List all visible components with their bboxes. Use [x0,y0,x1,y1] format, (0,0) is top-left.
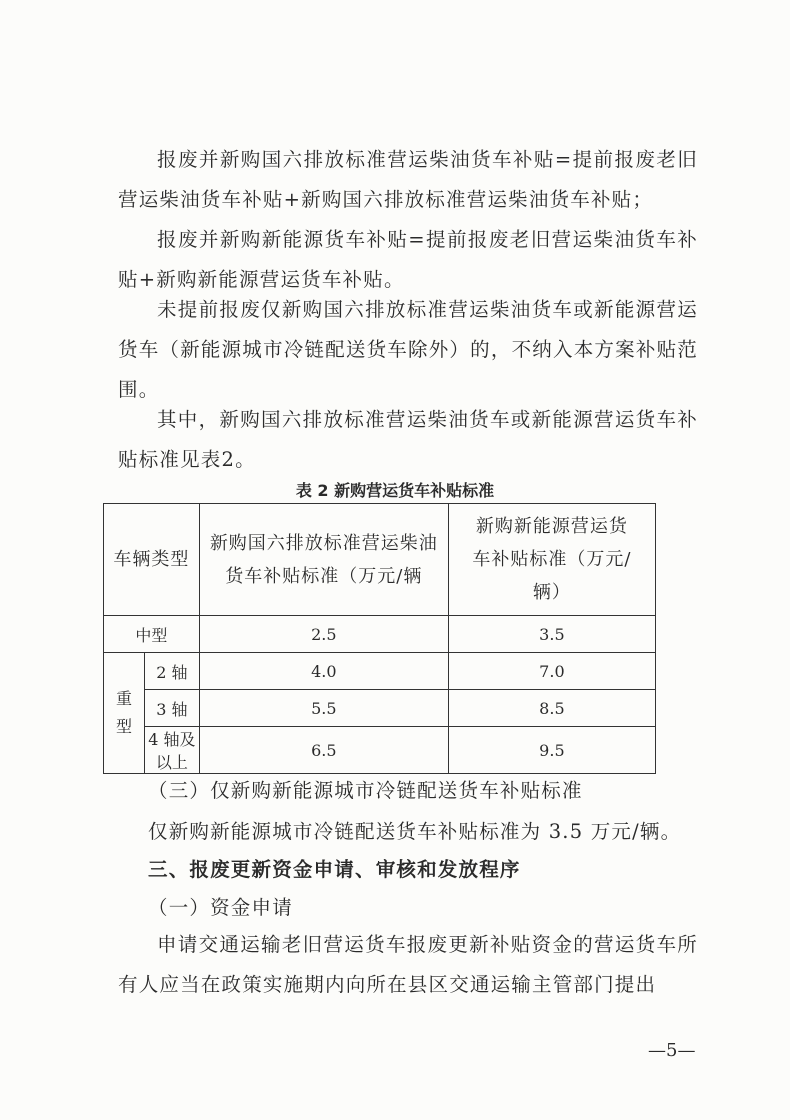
row-label: 中型 [104,616,200,653]
table-caption: 表 2 新购营运货车补贴标准 [295,481,495,500]
table-row [104,653,656,690]
section-heading: 三、报废更新资金申请、审核和发放程序 [148,858,521,881]
axle-label: 2 轴 [145,653,200,690]
paragraph-ev-formula: 报废并新购新能源货车补贴=提前报废老旧营运柴油货车补贴+新购新能源营运货车补贴。 [118,228,698,291]
diesel-value: 4.0 [199,653,448,690]
table-row [104,727,656,774]
ev-value: 7.0 [448,653,655,690]
subsidy-table [103,503,656,774]
subsection-fund-application: （一）资金申请 [148,896,293,919]
paragraph-diesel-formula: 报废并新购国六排放标准营运柴油货车补贴=提前报废老旧营运柴油货车补贴+新购国六排放标准营运柴油货车补贴； [118,148,698,211]
paragraph-table-ref: 其中，新购国六排放标准营运柴油货车或新能源营运货车补贴标准见表2。 [118,408,698,471]
table-row [104,690,656,727]
header-vehicle-type: 车辆类型 [104,504,200,616]
axle-label: 4 轴及以上 [145,727,200,774]
table-header-row [104,504,656,616]
heavy-group-label [104,653,145,774]
subsection-cold-chain-title: （三）仅新购新能源城市冷链配送货车补贴标准 [148,779,583,802]
cold-chain-standard-text: 仅新购新能源城市冷链配送货车补贴标准为 3.5 万元/辆。 [148,820,682,843]
diesel-value: 5.5 [199,690,448,727]
axle-label: 3 轴 [145,690,200,727]
ev-value: 3.5 [448,616,655,653]
header-ev-standard: 新购新能源营运货车补贴标准（万元/辆） [448,504,655,616]
diesel-value: 2.5 [199,616,448,653]
paragraph-application: 申请交通运输老旧营运货车报废更新补贴资金的营运货车所有人应当在政策实施期内向所在县区交通运输主管部门提出 [118,933,698,996]
paragraph-exclusion: 未提前报废仅新购国六排放标准营运柴油货车或新能源营运货车（新能源城市冷链配送货车除外）的，不纳入本方案补贴范围。 [118,298,698,401]
heavy-label-text: 重型 [116,689,133,736]
diesel-value: 6.5 [199,727,448,774]
ev-value: 8.5 [448,690,655,727]
header-diesel-standard: 新购国六排放标准营运柴油货车补贴标准（万元/辆 [199,504,448,616]
page-number: —5— [648,1040,696,1061]
table-row-medium [104,616,656,653]
ev-value: 9.5 [448,727,655,774]
